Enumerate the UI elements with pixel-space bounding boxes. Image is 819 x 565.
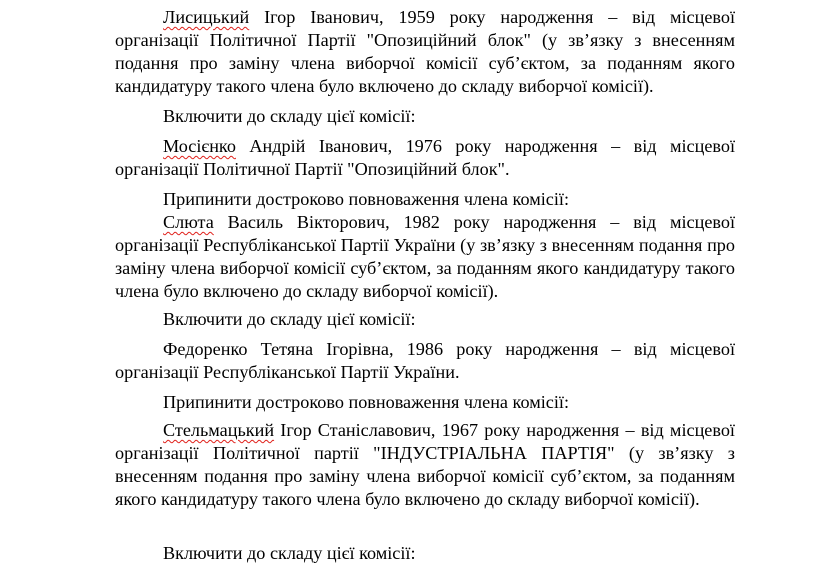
member-entry-fedorenko [115, 338, 735, 384]
member-entry-sliuta [115, 211, 735, 303]
member-surname: Слюта [163, 212, 214, 232]
member-details: Тетяна Ігорівна, 1986 року народження – від місцевої організації Республіканської Партії України. [115, 339, 735, 382]
member-details: Василь Вікторович, 1982 року народження – від місцевої організації Республіканської Партії України (у зв’язку з внесенням подання про заміну члена виборчої комісії суб’єктом, за поданням якого кандидатуру такого члена було включено до складу виборчої комісії). [115, 212, 735, 301]
section-heading-include: Включити до складу цієї комісії: [163, 543, 416, 563]
section-heading-terminate: Припинити достроково повноваження члена комісії: [163, 189, 570, 209]
member-surname: Лисицький [163, 7, 250, 27]
section-heading-terminate: Припинити достроково повноваження члена комісії: [163, 392, 570, 412]
member-surname: Мосієнко [163, 136, 236, 156]
member-surname: Федоренко [163, 339, 248, 359]
member-details: Андрій Іванович, 1976 року народження – від місцевої організації Політичної Партії "Опозиційний блок". [115, 136, 735, 179]
member-details: Ігор Іванович, 1959 року народження – від місцевої організації Політичної Партії "Опозиційний блок" (у зв’язку з внесенням подання про заміну члена виборчої комісії суб’єктом, за поданням якого кандидатуру такого члена було включено до складу виборчої комісії). [115, 7, 735, 96]
member-entry-stelmatskyi [115, 419, 735, 511]
member-entry-mosiienko [115, 135, 735, 181]
member-entry-lysytskyi [115, 6, 735, 98]
section-heading-include: Включити до складу цієї комісії: [163, 309, 416, 329]
member-surname: Стельмацький [163, 420, 275, 440]
document-body [115, 6, 735, 565]
section-heading-include: Включити до складу цієї комісії: [163, 106, 416, 126]
member-details: Ігор Станіславович, 1967 року народження – від місцевої організації Політичної партії "ІНДУСТРІАЛЬНА ПАРТІЯ" (у зв’язку з внесенням подання про заміну члена виборчої комісії суб’єктом, за поданням якого кандидатуру такого члена було включено до складу виборчої комісії). [115, 420, 735, 509]
